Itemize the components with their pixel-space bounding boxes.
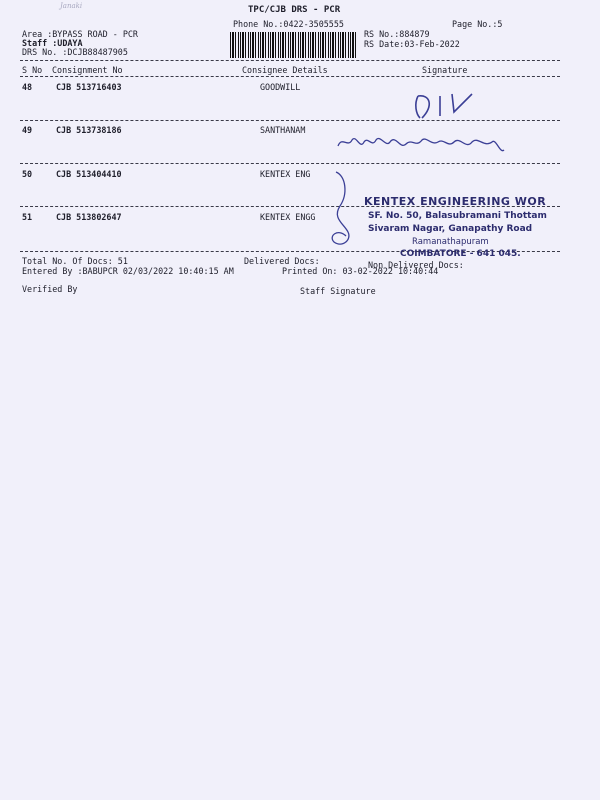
- row-s-no: 48: [22, 82, 33, 92]
- divider: [20, 60, 560, 61]
- row-consignment-no: CJB 513738186: [56, 125, 122, 135]
- row-consignment-no: CJB 513802647: [56, 212, 122, 222]
- row-consignment-no: CJB 513404410: [56, 169, 122, 179]
- stamp-line: SF. No. 50, Balasubramani Thottam: [368, 211, 547, 221]
- page-number: Page No.:5: [452, 19, 503, 29]
- row-consignee: KENTEX ENG: [260, 169, 311, 179]
- col-header-signature: Signature: [422, 65, 468, 75]
- row-s-no: 51: [22, 212, 33, 222]
- stamp-line: Sivaram Nagar, Ganapathy Road: [368, 224, 533, 234]
- drs-number: DRS No. :DCJB88487905: [22, 47, 128, 57]
- staff-field: Staff :UDAYA: [22, 38, 83, 48]
- verified-by-label: Verified By: [22, 284, 78, 294]
- delivered-docs: Delivered Docs:: [244, 256, 320, 266]
- divider: [20, 76, 560, 77]
- stamp-line: COIMBATORE - 641 045.: [400, 249, 521, 259]
- rs-date: RS Date:03-Feb-2022: [364, 39, 460, 49]
- document-title: TPC/CJB DRS - PCR: [248, 5, 341, 15]
- total-docs: Total No. Of Docs: 51: [22, 256, 128, 266]
- faint-handwritten-note: Janaki: [60, 2, 83, 10]
- divider: [20, 163, 560, 164]
- col-header-s-no: S No: [22, 65, 43, 75]
- area-field: Area :BYPASS ROAD - PCR: [22, 29, 138, 39]
- row-consignment-no: CJB 513716403: [56, 82, 122, 92]
- col-header-consignee: Consignee Details: [242, 65, 328, 75]
- non-delivered-docs: Non Delivered Docs:: [368, 260, 464, 270]
- row-consignee: KENTEX ENGG: [260, 212, 316, 222]
- signature-security: [336, 128, 506, 158]
- staff-signature-label: Staff Signature: [300, 286, 376, 296]
- barcode-image: [230, 32, 358, 58]
- rs-number: RS No.:884879: [364, 29, 430, 39]
- row-s-no: 49: [22, 125, 33, 135]
- row-s-no: 50: [22, 169, 33, 179]
- entered-by: Entered By :BABUPCR 02/03/2022 10:40:15 AM: [22, 266, 234, 276]
- col-header-consignment: Consignment No: [52, 65, 123, 75]
- signature-dil: [400, 86, 490, 128]
- stamp-line: KENTEX ENGINEERING WOR: [364, 195, 547, 208]
- row-consignee: GOODWILL: [260, 82, 301, 92]
- signature-scribble: [322, 166, 362, 252]
- printed-on: Printed On: 03-02-2022 10:40:44: [282, 266, 439, 276]
- stamp-line: Ramanathapuram: [412, 237, 489, 247]
- phone-number: Phone No.:0422-3505555: [233, 19, 344, 29]
- row-consignee: SANTHANAM: [260, 125, 306, 135]
